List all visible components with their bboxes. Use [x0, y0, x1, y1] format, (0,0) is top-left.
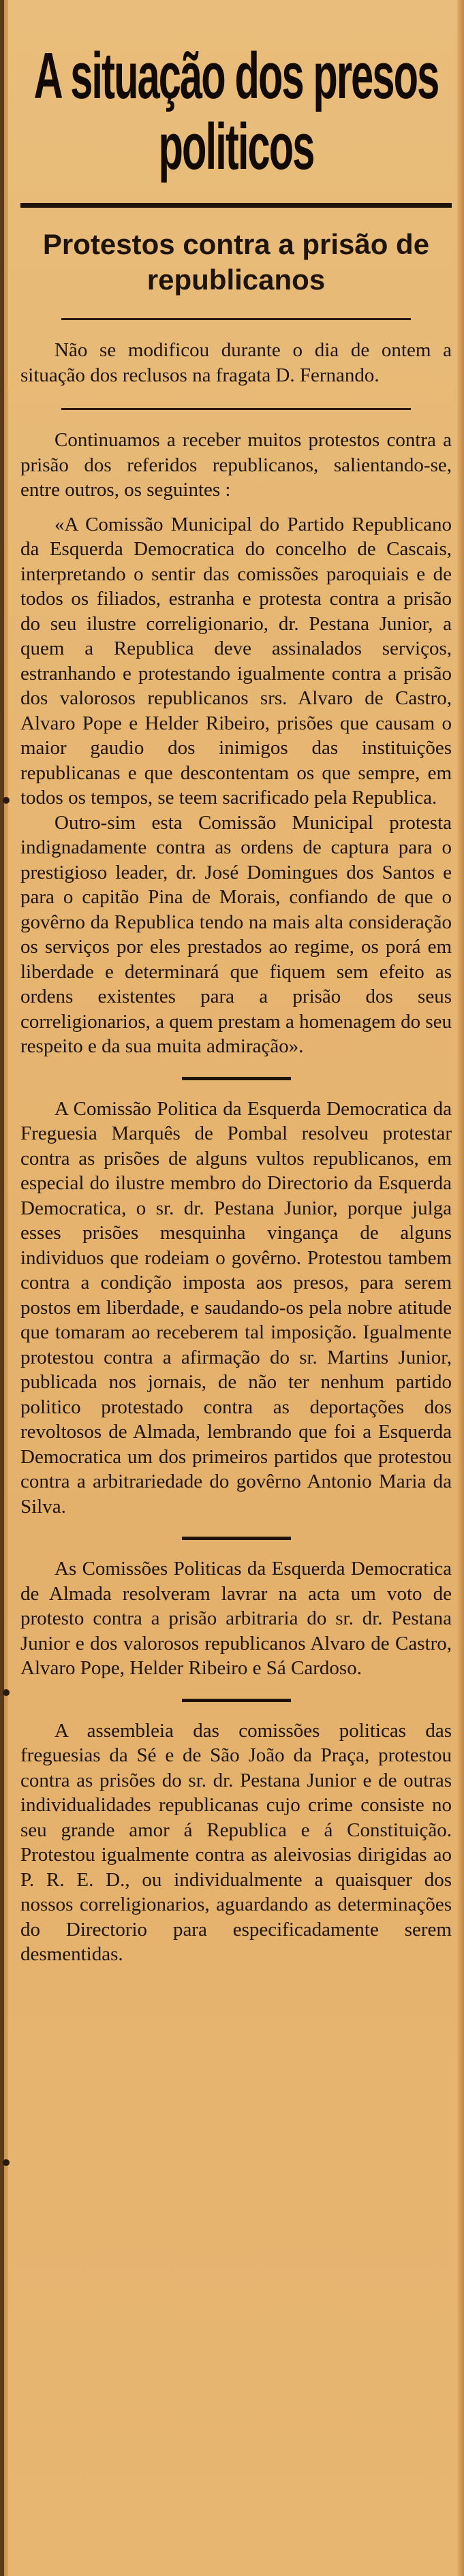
intro-paragraph: Não se modificou durante o dia de ontem a situação dos reclusos na fragata D. Fernando.: [20, 339, 452, 386]
section-rule: [182, 1537, 291, 1540]
headline: A situação dos presos politicos: [33, 40, 439, 183]
subheadline: Protestos contra a prisão de republicanos: [42, 228, 430, 296]
paragraph: As Comissões Politicas da Esquerda Democratica de Almada resolveram lavrar na acta um voto de protesto contra a prisão arbitraria do sr. dr. Pestana Junior e dos valorosos republicanos Alvaro de Castro, Alvaro Pope, Helder Ribeiro e Sá Cardoso.: [20, 1558, 452, 1679]
paper-edge-right: [457, 0, 464, 2576]
column-rule: [0, 0, 4, 2576]
binding-dot: [3, 2159, 10, 2166]
paragraph: «A Comissão Municipal do Partido Republicano da Esquerda Democratica do concelho de Cascais, interpretando o sentir das comissões paroquiais e de todos os filiados, estranha e protesta contra a prisão do seu ilustre correligionario, dr. Pestana Junior, a quem a Republica deve assinalados serviços, estranhando e protestando igualmente contra a prisão dos valorosos republicanos srs. Alvaro de Castro, Alvaro Pope e Helder Ribeiro, prisões que causam o maior gaudio dos inimigos das instituições republicanas e que descontentam os que sempre, em todos os tempos, se teem sacrificado pela Republica.: [20, 513, 452, 808]
intro-rule: [61, 408, 411, 410]
paragraph: Continuamos a receber muitos protestos contra a prisão dos referidos republicanos, salientando-se, entre outros, os seguintes :: [20, 429, 452, 501]
section-rule: [182, 1077, 291, 1080]
paragraph: A assembleia das comissões politicas das freguesias da Sé e de São João da Praça, protestou contra as prisões do sr. dr. Pestana Junior e de outras individualidades republicanas cujo crime consiste no seu grande amor á Republica e á Constituição. Protestou igualmente contra as aleivosias dirigidas ao P. R. E. D., ou individualmente a quaisquer dos nossos correligionarios, aguardando as determinações do Directorio para especificadamente serem desmentidas.: [20, 1719, 452, 1965]
paragraph: A Comissão Politica da Esquerda Democratica da Freguesia Marquês de Pombal resolveu protestar contra as prisões de alguns vultos republicanos, em especial do ilustre membro do Directorio da Esquerda Democratica, o sr. dr. Pestana Junior, porque julga esses prisões mesquinha vingança de alguns individuos que rodeiam o govêrno. Protestou tambem contra a condição imposta aos presos, para serem postos em liberdade, e saudando-os pela nobre atitude que tomaram ao receberem tal imposição. Igualmente protestou contra a afirmação do sr. Martins Junior, publicada nos jornais, de não ter nenhum partido politico protestado contra as deportações dos revoltosos de Almada, lembrando que foi a Esquerda Democratica um dos primeiros partidos que protestou contra a arbitrariedade do govêrno Antonio Maria da Silva.: [20, 1097, 452, 1518]
headline-rule: [20, 203, 452, 208]
paragraph: Outro-sim esta Comissão Municipal protesta indignadamente contra as ordens de captura para o prestigioso leader, dr. José Domingues dos Santos e para o capitão Pina de Morais, confiando de que o govêrno da Republica tendo na mais alta consideração os serviços por eles prestados ao regime, os porá em liberdade e determinará que fiquem sem efeito as ordens existentes para a prisão dos seus correligionarios, a quem prestam a homenagem do seu respeito e da sua muita admiração».: [20, 811, 452, 1057]
binding-dot: [3, 797, 10, 804]
binding-dot: [3, 1689, 10, 1696]
subheadline-rule: [61, 318, 411, 320]
article: [20, 41, 452, 1967]
section-rule: [182, 1699, 291, 1702]
